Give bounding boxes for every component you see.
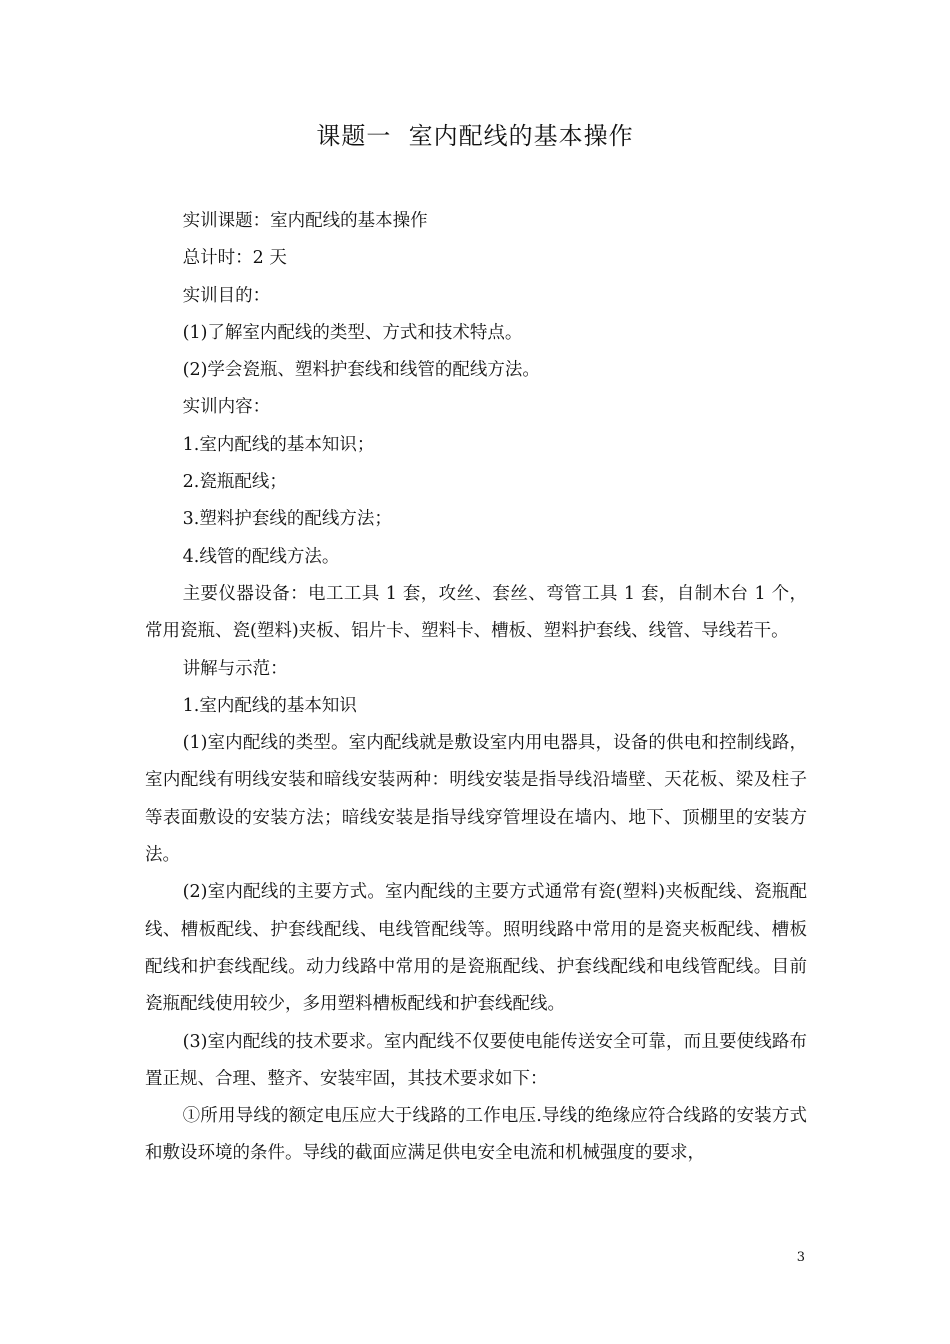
paragraph-content-heading: 实训内容： — [182, 397, 271, 418]
paragraph-demo-heading: 讲解与示范： — [182, 658, 288, 679]
page-number: 3 — [796, 1250, 805, 1265]
paragraph-content-3: 3.塑料护套线的配线方法； — [182, 509, 392, 530]
paragraph-technical-requirements: (3)室内配线的技术要求。室内配线不仅要使电能传送安全可靠，而且要使线路布置正规、合理、整齐、安装牢固，其技术要求如下： — [145, 1031, 807, 1089]
paragraph-content-1: 1.室内配线的基本知识； — [182, 434, 375, 455]
paragraph-objectives-heading: 实训目的： — [182, 285, 271, 306]
document-body — [145, 203, 807, 1173]
paragraph-total-hours: 总计时：2 天 — [182, 248, 287, 269]
paragraph-content-2: 2.瓷瓶配线； — [182, 472, 287, 493]
paragraph-content-4: 4.线管的配线方法。 — [182, 546, 340, 567]
paragraph-wiring-types: (1)室内配线的类型。室内配线就是敷设室内用电器具，设备的供电和控制线路，室内配线有明线安装和暗线安装两种：明线安装是指导线沿墙壁、天花板、梁及柱子等表面敷设的安装方法；暗线安装是指导线穿管埋设在墙内、地下、顶棚里的安装方法。 — [145, 733, 807, 866]
paragraph-equipment: 主要仪器设备：电工工具 1 套，攻丝、套丝、弯管工具 1 套，自制木台 1 个，常用瓷瓶、瓷(塑料)夹板、铝片卡、塑料卡、槽板、塑料护套线、线管、导线若干。 — [145, 583, 807, 642]
paragraph-section-1-heading: 1.室内配线的基本知识 — [182, 695, 357, 716]
paragraph-objective-2: (2)学会瓷瓶、塑料护套线和线管的配线方法。 — [182, 360, 540, 381]
paragraph-objective-1: (1)了解室内配线的类型、方式和技术特点。 — [182, 322, 523, 343]
page-title: 课题一 室内配线的基本操作 — [316, 122, 634, 150]
paragraph-wiring-methods: (2)室内配线的主要方式。室内配线的主要方式通常有瓷(塑料)夹板配线、瓷瓶配线、槽板配线、护套线配线、电线管配线等。照明线路中常用的是瓷夹板配线、槽板配线和护套线配线。动力线路中常用的是瓷瓶配线、护套线配线和电线管配线。目前瓷瓶配线使用较少，多用塑料槽板配线和护套线配线。 — [145, 882, 807, 1015]
paragraph-requirement-1: ①所用导线的额定电压应大于线路的工作电压.导线的绝缘应符合线路的安装方式和敷设环境的条件。导线的截面应满足供电安全电流和机械强度的要求， — [145, 1106, 807, 1164]
paragraph-course-topic: 实训课题：室内配线的基本操作 — [182, 211, 428, 231]
